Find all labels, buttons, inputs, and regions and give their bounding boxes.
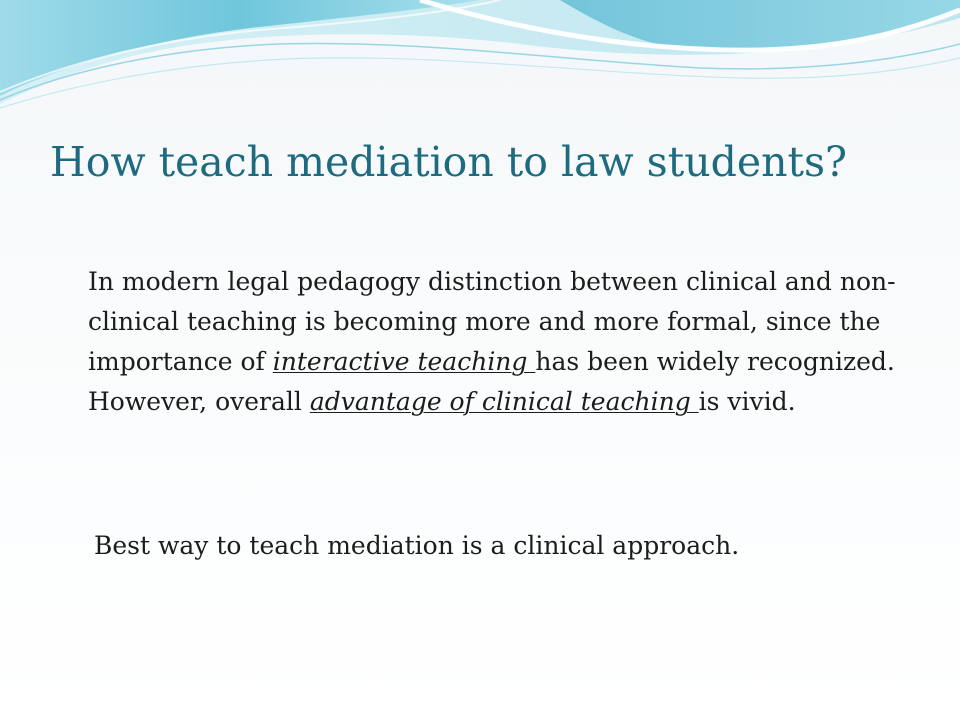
paragraph-text-2: has been widely recognized. However, overall bbox=[88, 347, 895, 416]
wave-header-decoration bbox=[0, 0, 960, 120]
body-paragraph bbox=[88, 262, 900, 422]
emphasis-advantage-clinical: advantage of clinical teaching bbox=[309, 387, 699, 416]
paragraph-text-3: is vivid. bbox=[698, 387, 796, 416]
paragraph-text-1: In modern legal pedagogy distinction between clinical and non-clinical teaching is becoming more and more formal, since the importance of bbox=[88, 267, 896, 376]
conclusion-statement: Best way to teach mediation is a clinical approach. bbox=[94, 531, 740, 560]
wave-thin-line-2 bbox=[0, 58, 960, 108]
emphasis-interactive-teaching: interactive teaching bbox=[272, 347, 536, 376]
slide-title: How teach mediation to law students? bbox=[50, 138, 848, 186]
